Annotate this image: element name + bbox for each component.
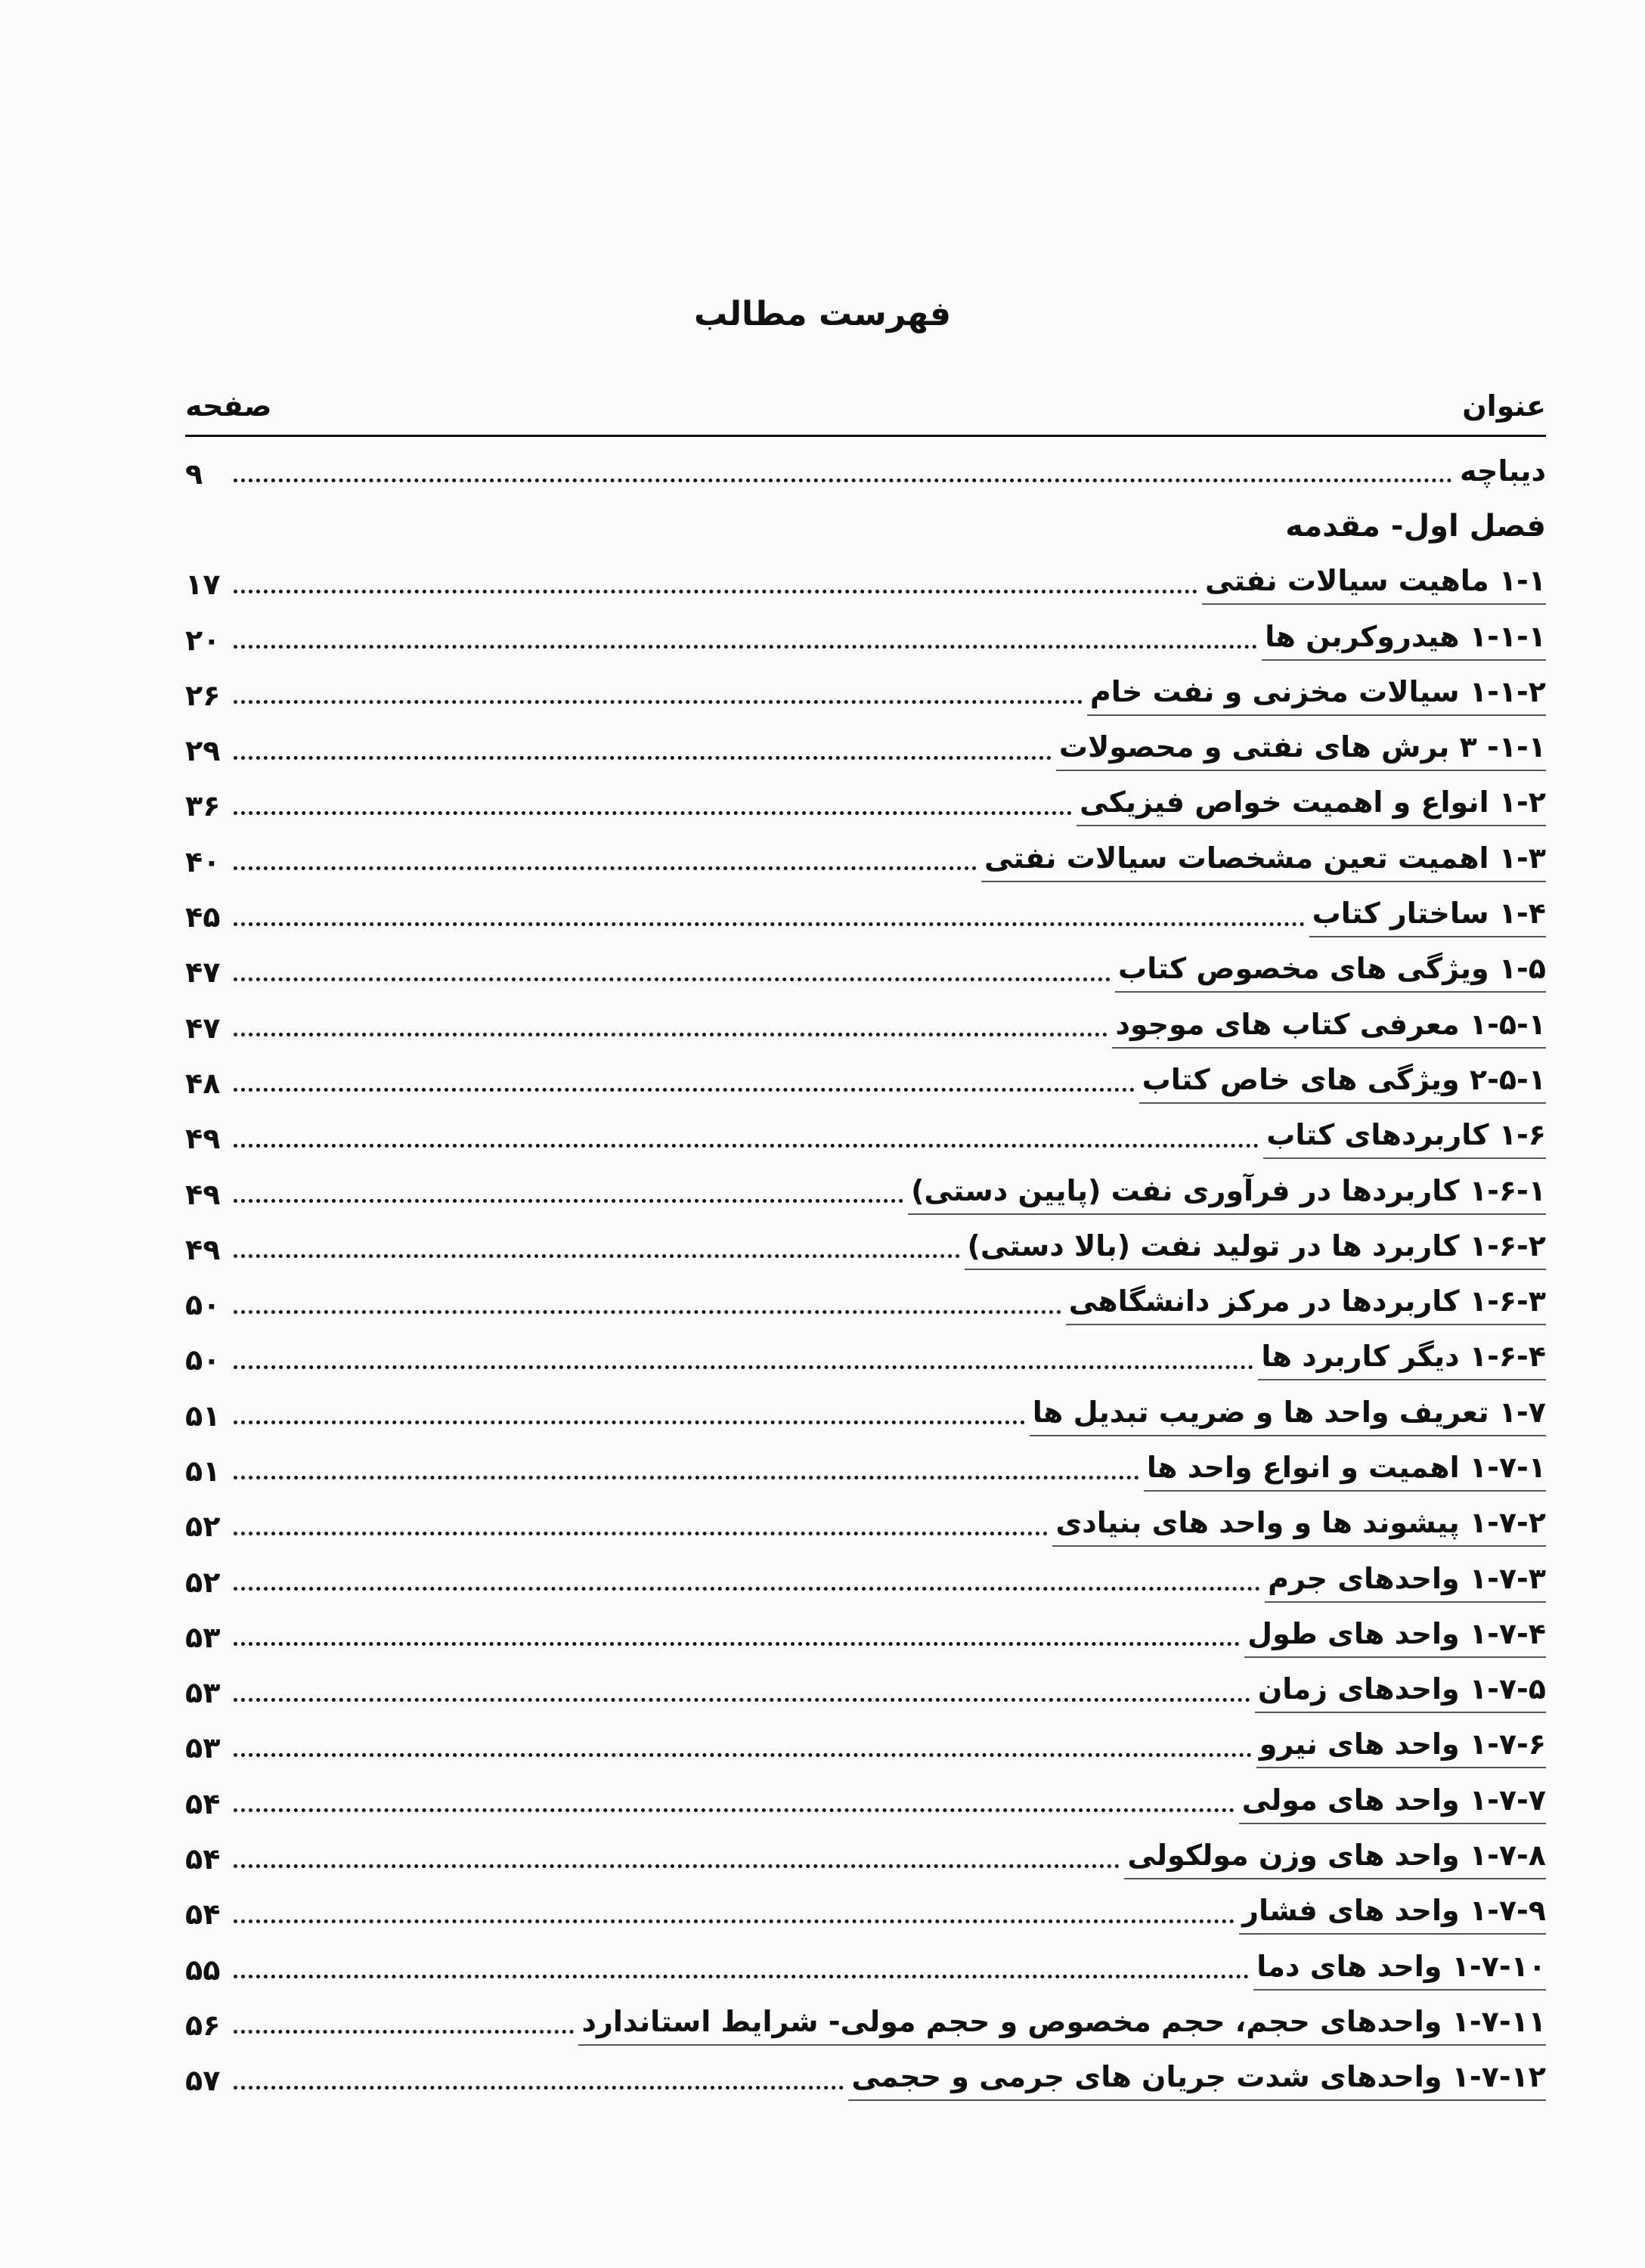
toc-entry-page-number: ۲۰ [185, 623, 221, 657]
toc-entry [185, 1776, 1546, 1831]
toc-entry-label: ۱-۷-۳ واحدهای جرم [1265, 1562, 1546, 1603]
toc-entry [185, 1997, 1546, 2053]
toc-entry [185, 1222, 1546, 1277]
toc-entry [185, 779, 1546, 834]
dot-leader [234, 978, 1111, 981]
toc-entry-page-number: ۴۵ [185, 900, 221, 934]
toc-entry-label: ۱-۱- ۳ برش های نفتی و محصولات [1056, 730, 1546, 771]
toc-entry-page-number: ۵۰ [185, 1288, 221, 1322]
dot-leader [234, 2086, 844, 2090]
dot-leader [234, 700, 1083, 704]
toc-entry-page-number: ۴۷ [185, 1011, 221, 1045]
title-column-header: عنوان [1462, 389, 1546, 423]
toc-entry [185, 1055, 1546, 1111]
toc-entry [185, 2053, 1546, 2108]
toc-entry-page-number: ۴۹ [185, 1232, 221, 1266]
dot-leader [234, 811, 1072, 815]
toc-entry-label: ۱-۶-۱ کاربردها در فرآوری نفت (پایین دستی) [908, 1174, 1546, 1215]
toc-entry-label: ۱-۲ انواع و اهمیت خواص فیزیکی [1077, 785, 1546, 826]
toc-entry [185, 889, 1546, 944]
dot-leader [234, 1587, 1260, 1591]
dot-leader [234, 1199, 903, 1203]
toc-entry [185, 1831, 1546, 1886]
toc-entry-page-number: ۵۱ [185, 1454, 221, 1488]
toc-entry-page-number: ۵۷ [185, 2064, 221, 2098]
dot-leader [234, 1532, 1048, 1535]
toc-entry [185, 1111, 1546, 1167]
toc-entry-page-number: ۵۲ [185, 1565, 221, 1599]
toc-entry-page-number: ۴۸ [185, 1066, 221, 1100]
toc-entry-page-number: ۴۹ [185, 1122, 221, 1156]
toc-entry [185, 1167, 1546, 1222]
toc-entry-label: ۱-۵ ویژگی های مخصوص کتاب [1115, 952, 1546, 993]
toc-entry-page-number: ۵۴ [185, 1786, 221, 1820]
toc-entry-label: ۱-۷-۱۰ واحد های دما [1253, 1950, 1546, 1991]
toc-entry-label: ۱-۷-۱۱ واحدهای حجم، حجم مخصوص و حجم مولی- شرایط استاندارد [578, 2005, 1546, 2046]
page-column-header: صفحه [185, 389, 272, 423]
toc-entry [185, 723, 1546, 778]
toc-entry [185, 834, 1546, 889]
dot-leader [234, 1033, 1108, 1036]
toc-entry-page-number: ۵۱ [185, 1399, 221, 1433]
toc-entry [185, 446, 1546, 501]
toc-entry-page-number: ۵۲ [185, 1510, 221, 1544]
toc-entry-page-number: ۵۳ [185, 1620, 221, 1654]
toc-entry-label: ۱-۷-۴ واحد های طول [1244, 1617, 1546, 1658]
toc-entry-label: ۱-۷-۱ اهمیت و انواع واحد ها [1144, 1451, 1546, 1492]
toc-entry-label: ۱-۳ اهمیت تعین مشخصات سیالات نفتی [981, 841, 1546, 882]
toc-entry [185, 1887, 1546, 1942]
dot-leader [234, 1919, 1235, 1923]
dot-leader [234, 1254, 960, 1258]
toc-entry [185, 668, 1546, 723]
toc-entry [185, 1277, 1546, 1332]
dot-leader [234, 756, 1052, 760]
dot-leader [234, 1476, 1139, 1479]
toc-entry [185, 945, 1546, 1000]
toc-entry-page-number: ۵۰ [185, 1343, 221, 1377]
toc-entry [185, 1942, 1546, 1997]
toc-entry-page-number: ۱۷ [185, 568, 221, 602]
toc-entry-label: ۲-۵-۱ ویژگی های خاص کتاب [1139, 1063, 1546, 1104]
toc-entry [185, 557, 1546, 612]
toc-entry [185, 1610, 1546, 1665]
toc-entry-label: ۱-۶ کاربردهای کتاب [1263, 1118, 1546, 1159]
dot-leader [234, 1144, 1259, 1148]
dot-leader [234, 1698, 1250, 1702]
dot-leader [234, 1421, 1025, 1424]
dot-leader [234, 479, 1452, 482]
toc-entry-label: ۱-۷-۶ واحد های نیرو [1256, 1727, 1546, 1768]
toc-entry-page-number: ۴۷ [185, 956, 221, 990]
toc-list [185, 446, 1546, 2108]
toc-entry-label: ۱-۷-۹ واحد های فشار [1239, 1894, 1546, 1935]
toc-entry-label: ۱-۷-۱۲ واحدهای شدت جریان های جرمی و حجمی [848, 2060, 1546, 2101]
dot-leader [234, 645, 1257, 649]
toc-entry-label: فصل اول- مقدمه [1285, 508, 1546, 544]
toc-entry-page-number: ۳۶ [185, 789, 221, 823]
dot-leader [234, 1975, 1249, 1978]
toc-entry-label: ۱-۷-۷ واحد های مولی [1239, 1783, 1546, 1824]
dot-leader [234, 1864, 1120, 1868]
toc-entry-page-number: ۹ [185, 457, 203, 491]
dot-leader [234, 1088, 1135, 1092]
toc-entry-page-number: ۴۹ [185, 1177, 221, 1211]
toc-entry-page-number: ۵۶ [185, 2008, 221, 2042]
toc-entry [185, 501, 1546, 556]
toc-entry [185, 1554, 1546, 1610]
toc-entry-label: ۱-۱-۱ هیدروکربن ها [1262, 620, 1546, 661]
toc-entry-page-number: ۲۹ [185, 734, 221, 768]
toc-entry [185, 1665, 1546, 1721]
dot-leader [234, 1642, 1240, 1646]
toc-entry-page-number: ۵۴ [185, 1898, 221, 1932]
dot-leader [234, 922, 1305, 926]
toc-entry [185, 1333, 1546, 1388]
dot-leader [234, 1753, 1252, 1757]
toc-entry-label: ۱-۷-۵ واحدهای زمان [1255, 1672, 1546, 1713]
toc-entry-label: ۱-۷-۸ واحد های وزن مولکولی [1124, 1839, 1546, 1879]
toc-entry-page-number: ۵۴ [185, 1842, 221, 1876]
dot-leader [234, 1365, 1253, 1369]
toc-entry-page-number: ۴۰ [185, 844, 221, 878]
toc-entry-page-number: ۲۶ [185, 678, 221, 712]
dot-leader [234, 1808, 1235, 1812]
toc-entry [185, 1443, 1546, 1498]
toc-entry-label: ۱-۶-۴ دیگر کاربرد ها [1258, 1340, 1546, 1380]
toc-entry-label: ۱-۱-۲ سیالات مخزنی و نفت خام [1087, 675, 1546, 716]
toc-entry-label: ۱-۵-۱ معرفی کتاب های موجود [1112, 1008, 1546, 1049]
toc-entry-page-number: ۵۵ [185, 1953, 221, 1987]
toc-entry-label: ۱-۱ ماهیت سیالات نفتی [1202, 564, 1546, 605]
dot-leader [234, 866, 977, 870]
toc-entry-page-number: ۵۳ [185, 1676, 221, 1710]
toc-entry-label: ۱-۶-۲ کاربرد ها در تولید نفت (بالا دستی) [965, 1229, 1546, 1270]
toc-entry-page-number: ۵۳ [185, 1731, 221, 1765]
toc-entry-label: دیباچه [1460, 454, 1546, 488]
toc-entry [185, 1721, 1546, 1776]
toc-entry-label: ۱-۶-۳ کاربردها در مرکز دانشگاهی [1066, 1284, 1546, 1325]
toc-entry-label: ۱-۷ تعریف واحد ها و ضریب تبدیل ها [1030, 1396, 1546, 1436]
toc-entry [185, 1388, 1546, 1443]
toc-entry [185, 1000, 1546, 1055]
toc-entry [185, 612, 1546, 668]
toc-entry-label: ۱-۷-۲ پیشوند ها و واحد های بنیادی [1052, 1506, 1546, 1547]
dot-leader [234, 590, 1197, 593]
dot-leader [234, 1310, 1061, 1314]
toc-header [185, 389, 1546, 437]
dot-leader [234, 2030, 574, 2034]
page-title: فهرست مطالب [693, 295, 952, 333]
toc-entry-label: ۱-۴ ساختار کتاب [1309, 897, 1546, 937]
toc-entry [185, 1499, 1546, 1554]
